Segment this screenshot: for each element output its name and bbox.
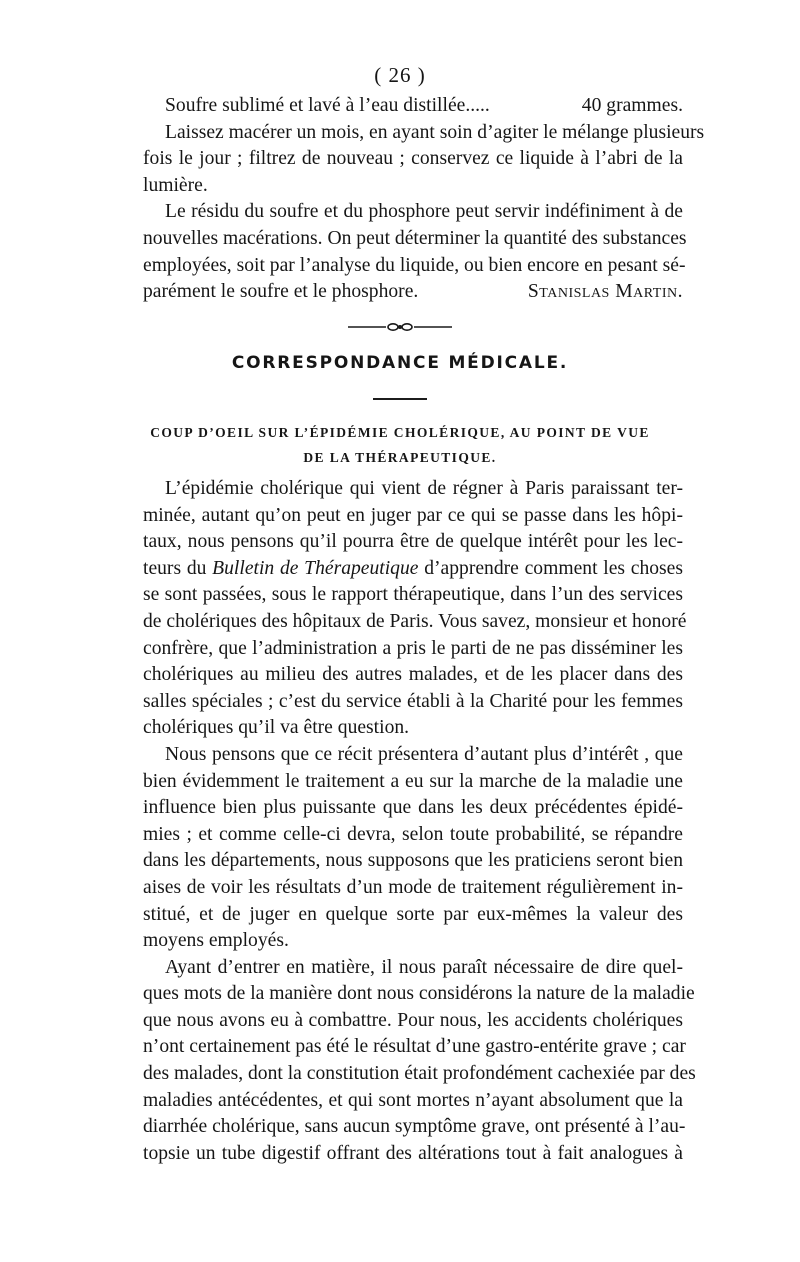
paragraph-line: L’épidémie cholérique qui vient de régner à Paris paraissant ter- [165,478,683,499]
paragraph-line: se sont passées, sous le rapport thérapeutique, dans l’un des services [143,584,683,606]
paragraph-line: bien évidemment le traitement a eu sur la marche de la maladie une [143,770,683,792]
paragraph-line [143,556,683,583]
paragraph-line: moyens employés. [143,930,289,952]
paragraph-line: de cholériques des hôpitaux de Paris. Vous savez, monsieur et honoré [143,610,687,632]
paragraph-line: Ayant d’entrer en matière, il nous paraît nécessaire de dire quel- [165,956,683,978]
paragraph-line: confrère, que l’administration a pris le parti de ne pas disséminer les [143,637,683,659]
signature-line [143,279,683,306]
paragraph-line: topsie un tube digestif offrant des altérations tout à fait analogues à [143,1142,683,1164]
paragraph-line: ques mots de la manière dont nous considérons la nature de la maladie [143,983,695,1005]
paragraph-line: des malades, dont la constitution était profondément cachexiée par des [143,1063,696,1085]
paragraph-line: cholériques au milieu des autres malades, et de les placer dans des [143,664,683,686]
paragraph-line: employées, soit par l’analyse du liquide, ou bien encore en pesant sé- [143,254,686,276]
recipe-line [143,93,683,120]
ornament-divider [0,320,800,334]
paragraph-line: cholériques qu’il va être question. [143,717,410,739]
article-body [143,476,696,1167]
paragraph-line: maladies antécédentes, et qui sont mortes n’ayant absolument que la [143,1089,683,1111]
top-text-block [143,93,705,306]
page-number: ( 26 ) [374,63,426,87]
article-subtitle-line-2: DE LA THÉRAPEUTIQUE. [303,450,497,465]
paragraph-line: dans les départements, nous supposons que les praticiens seront bien [143,850,683,872]
paragraph-line: influence bien plus puissante que dans les deux précédentes épidé- [143,797,683,819]
paragraph-line: aises de voir les résultats d’un mode de traitement régulièrement in- [143,876,683,898]
paragraph-line: n’ont certainement pas été le résultat d’une gastro-entérite grave ; car [143,1036,686,1058]
paragraph-line: mies ; et comme celle-ci devra, selon toute probabilité, se répandre [143,823,683,845]
section-title: CORRESPONDANCE MÉDICALE. [231,353,569,373]
text-run: d’apprendre comment les choses [418,557,683,579]
paragraph-line: nouvelles macérations. On peut déterminer la quantité des substances [143,227,687,249]
journal-title: Bulletin de Thérapeutique [212,557,419,579]
paragraph-line: parément le soufre et le phosphore. [143,281,419,303]
paragraph-line: Le résidu du soufre et du phosphore peut servir indéfiniment à de [165,201,683,223]
paragraph-line: que nous avons eu à combattre. Pour nous, les accidents cholériques [143,1009,683,1031]
text-run: teurs du [143,557,213,579]
paragraph-line: fois le jour ; filtrez de nouveau ; conservez ce liquide à l’abri de la [143,148,683,170]
paragraph-line: Laissez macérer un mois, en ayant soin d’agiter le mélange plusieurs [165,121,705,143]
recipe-quantity: 40 grammes. [581,95,683,116]
author-signature: Stanislas Martin. [527,281,683,303]
paragraph-line: minée, autant qu’on peut en juger par ce qui se passe dans les hôpi- [143,504,683,526]
recipe-ingredient: Soufre sublimé et lavé à l’eau distillée..... [165,95,490,116]
paragraph-line: taux, nous pensons qu’il pourra être de quelque intérêt pour les lec- [143,531,683,553]
paragraph-line: stitué, et de juger en quelque sorte par eux-mêmes la valeur des [143,903,683,925]
article-subtitle-line-1: COUP D’OEIL SUR L’ÉPIDÉMIE CHOLÉRIQUE, AU POINT DE VUE [150,425,650,440]
paragraph-line: lumière. [143,174,208,196]
paragraph-line: diarrhée cholérique, sans aucun symptôme grave, ont présenté à l’au- [143,1116,686,1138]
paragraph-line: Nous pensons que ce récit présentera d’autant plus d’intérêt , que [165,743,683,765]
paragraph-line: salles spéciales ; c’est du service établi à la Charité pour les femmes [143,690,683,712]
title-rule [373,398,427,400]
